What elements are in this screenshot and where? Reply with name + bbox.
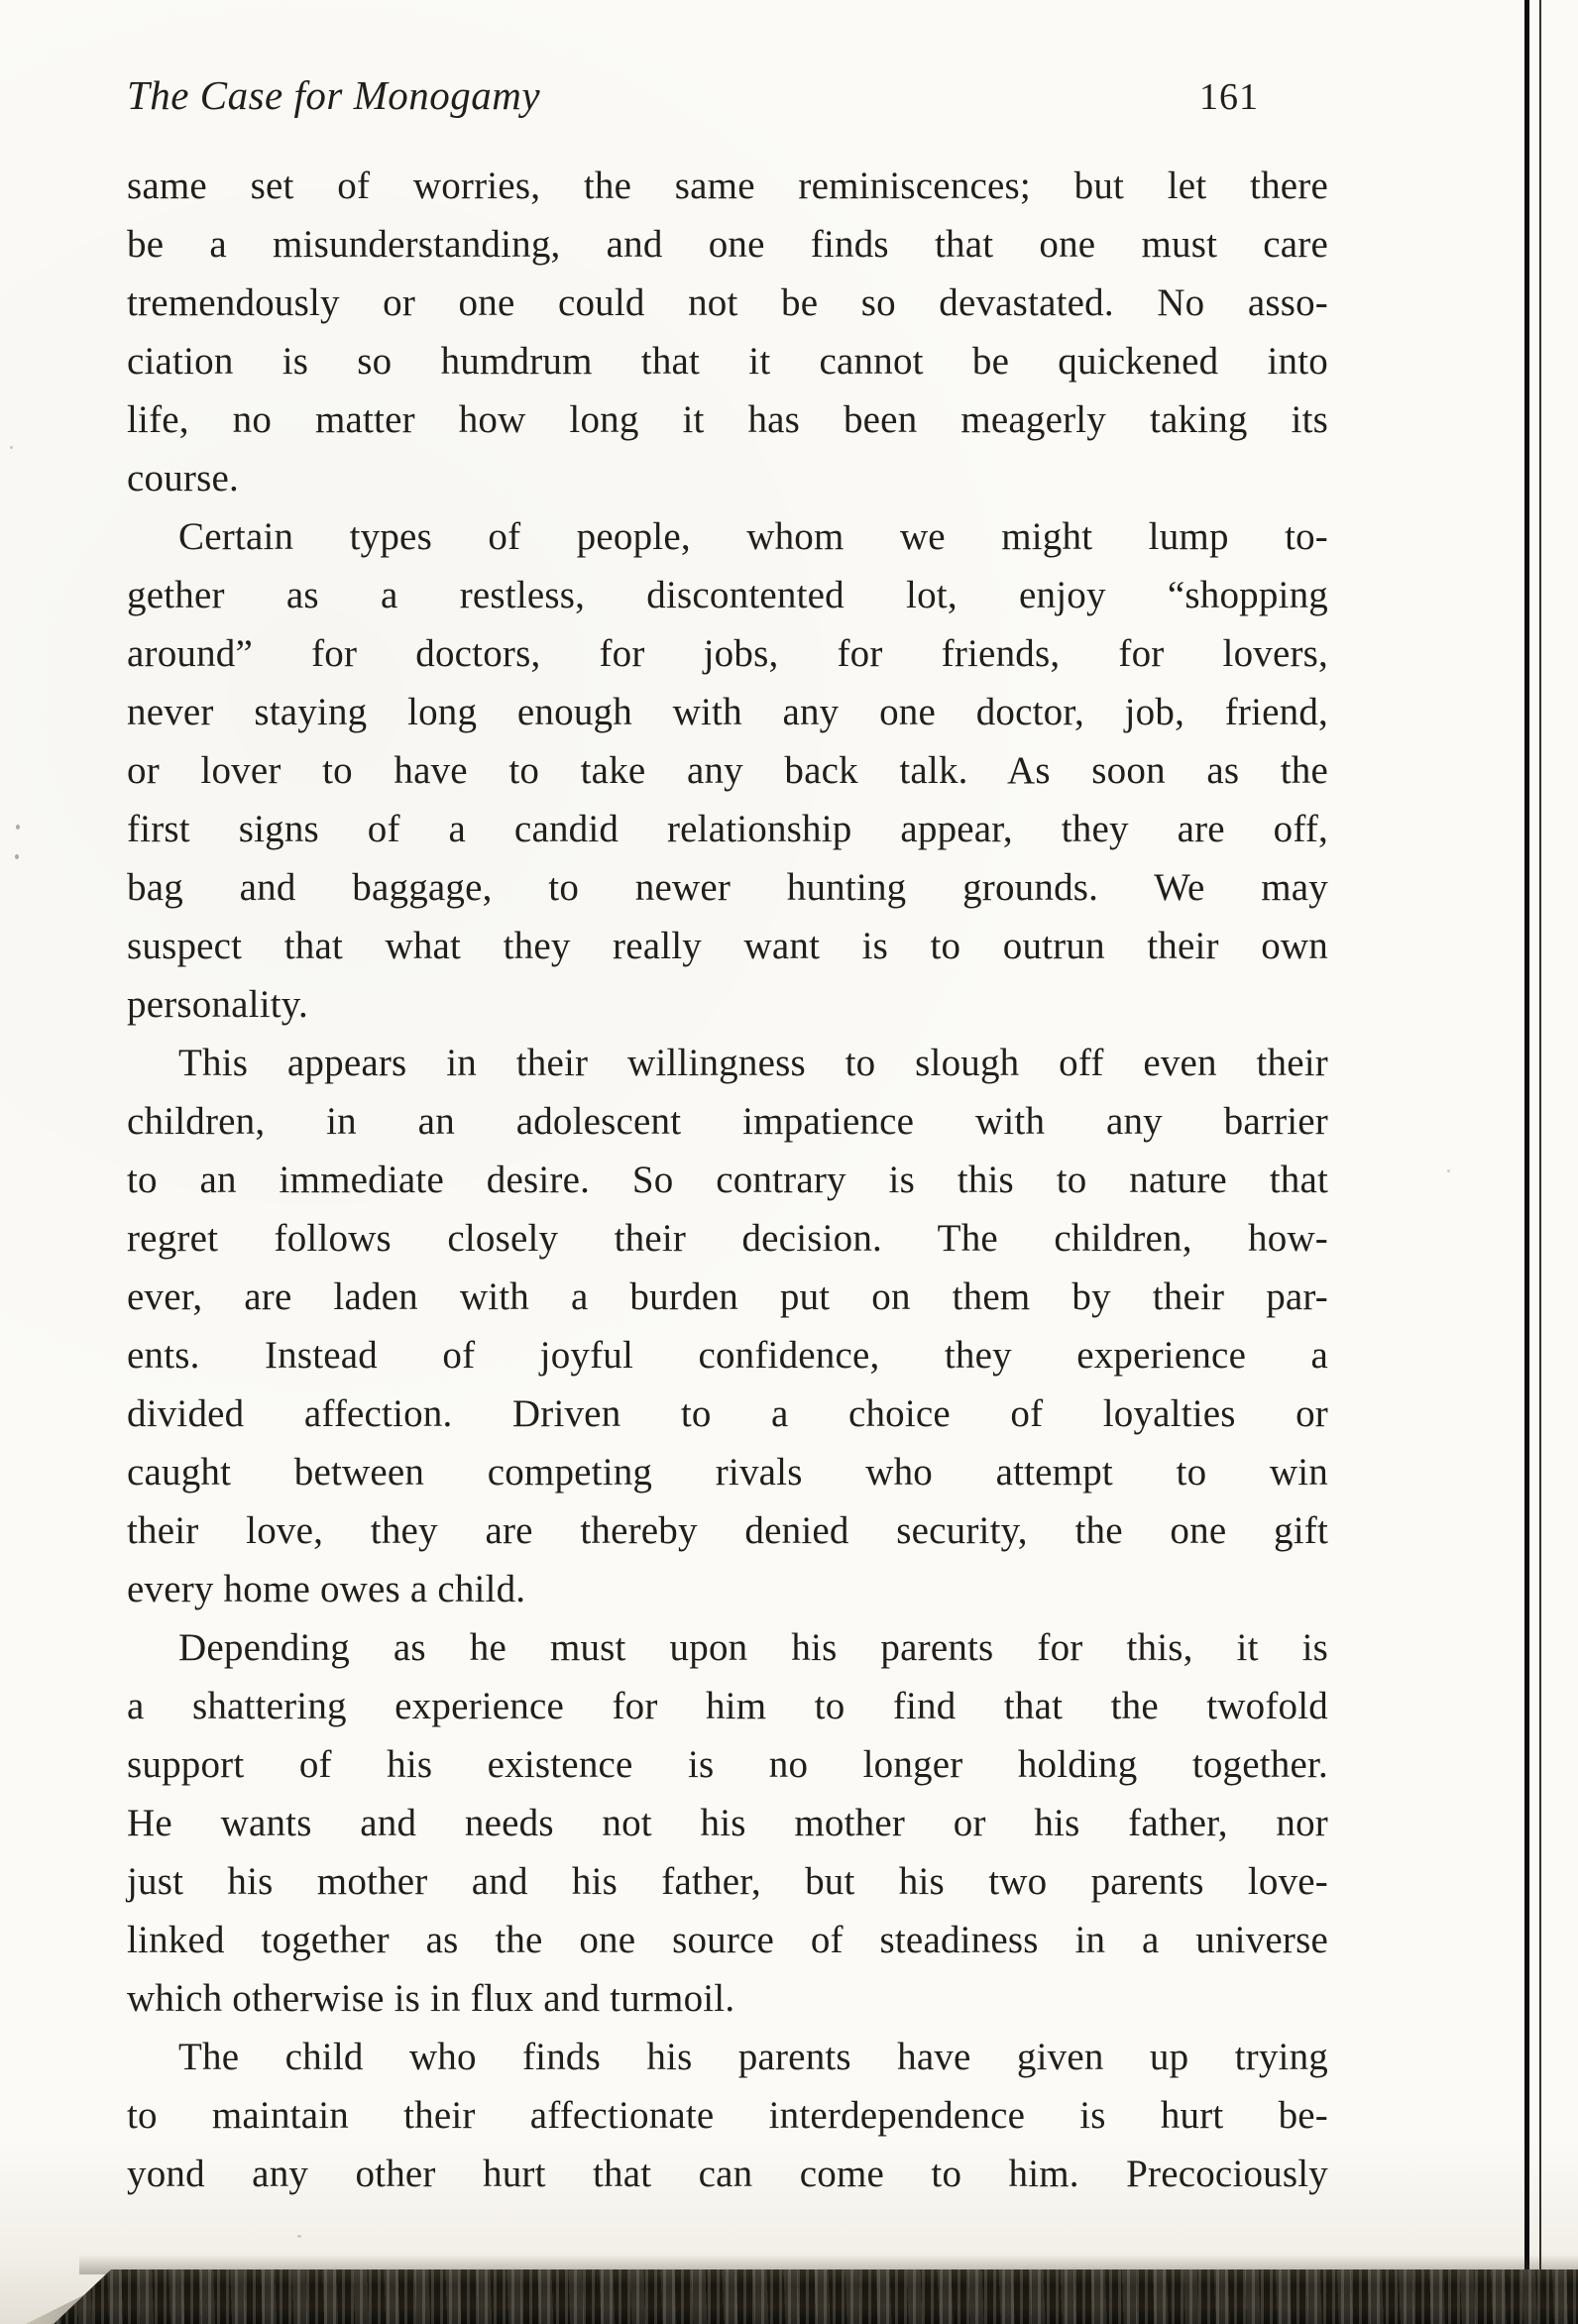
text-line: This appears in their willingness to slough off even their: [178, 1042, 1328, 1084]
text-line: children, in an adolescent impatience with any barrier: [127, 1100, 1328, 1143]
paragraph: [127, 157, 1328, 507]
page-header: [127, 71, 1328, 119]
scan-speck: [16, 825, 20, 830]
text-line: just his mother and his father, but his two parents love-: [127, 1860, 1328, 1903]
scan-speck: [10, 446, 13, 449]
text-block: [127, 157, 1328, 2203]
text-line: tremendously or one could not be so devastated. No asso-: [127, 281, 1328, 324]
scan-edge-band: [48, 2269, 1578, 2324]
text-line: never staying long enough with any one doctor, job, friend,: [127, 691, 1328, 733]
text-line: gether as a restless, discontented lot, enjoy “shopping: [127, 574, 1328, 616]
text-line: a shattering experience for him to find that the twofold: [127, 1685, 1328, 1727]
text-line: divided affection. Driven to a choice of loyalties or: [127, 1392, 1328, 1435]
text-line: same set of worries, the same reminiscences; but let there: [127, 165, 1328, 207]
binding-edge-line: [1524, 0, 1529, 2272]
scan-speck: [15, 854, 19, 859]
text-line: regret follows closely their decision. The children, how-: [127, 1217, 1328, 1260]
text-line: which otherwise is in flux and turmoil.: [127, 1977, 735, 2020]
text-line: around” for doctors, for jobs, for friends, for lovers,: [127, 632, 1328, 675]
text-line: ciation is so humdrum that it cannot be quickened into: [127, 340, 1328, 383]
text-line: linked together as the one source of steadiness in a universe: [127, 1919, 1328, 1961]
scan-speck: [297, 2235, 301, 2238]
paragraph: [127, 1618, 1328, 2028]
text-line: course.: [127, 457, 239, 499]
text-line: suspect that what they really want is to outrun their own: [127, 925, 1328, 967]
text-line: ents. Instead of joyful confidence, they experience a: [127, 1334, 1328, 1377]
text-line: yond any other hurt that can come to him. Precociously: [127, 2153, 1328, 2195]
text-line: their love, they are thereby denied security, the one gift: [127, 1509, 1328, 1552]
text-line: He wants and needs not his mother or his father, nor: [127, 1802, 1328, 1844]
text-line: bag and baggage, to newer hunting grounds. We may: [127, 866, 1328, 909]
text-line: to maintain their affectionate interdependence is hurt be-: [127, 2094, 1328, 2137]
page-number: 161: [1199, 76, 1259, 118]
text-line: be a misunderstanding, and one finds that one must care: [127, 223, 1328, 266]
text-line: first signs of a candid relationship appear, they are off,: [127, 808, 1328, 850]
text-line: every home owes a child.: [127, 1568, 526, 1610]
text-line: to an immediate desire. So contrary is this to nature that: [127, 1159, 1328, 1201]
text-line: personality.: [127, 983, 308, 1026]
paragraph: [127, 1034, 1328, 1618]
running-head-title: The Case for Monogamy: [127, 72, 541, 118]
text-line: or lover to have to take any back talk. As soon as the: [127, 749, 1328, 792]
binding-edge-line-2: [1539, 0, 1541, 2272]
text-line: The child who finds his parents have given up trying: [178, 2036, 1328, 2078]
text-line: Depending as he must upon his parents for this, it is: [178, 1626, 1328, 1669]
text-line: Certain types of people, whom we might lump to-: [178, 515, 1328, 558]
paragraph: [127, 507, 1328, 1034]
text-line: life, no matter how long it has been meagerly taking its: [127, 398, 1328, 441]
text-line: caught between competing rivals who attempt to win: [127, 1451, 1328, 1494]
scan-speck: [1447, 1169, 1450, 1172]
paragraph: [127, 2028, 1328, 2203]
text-line: ever, are laden with a burden put on them by their par-: [127, 1275, 1328, 1318]
text-line: support of his existence is no longer holding together.: [127, 1743, 1328, 1786]
